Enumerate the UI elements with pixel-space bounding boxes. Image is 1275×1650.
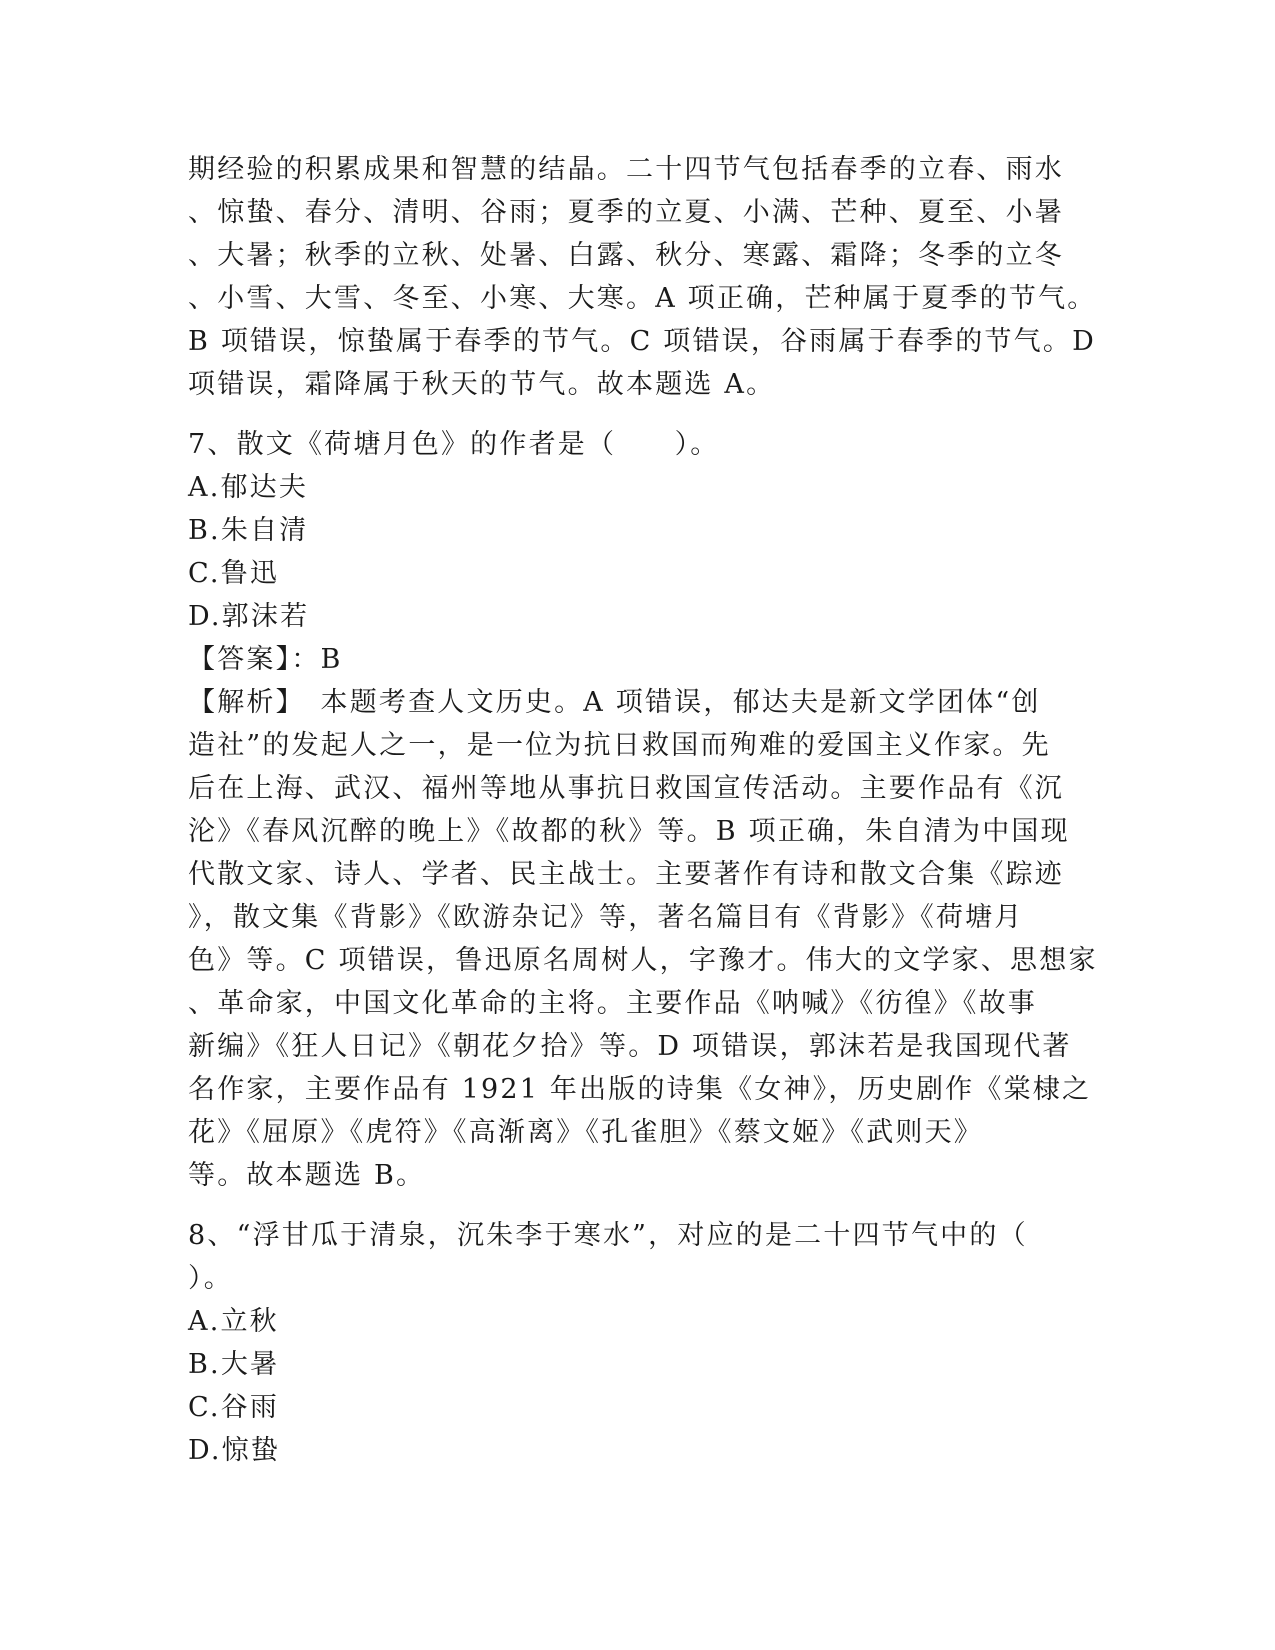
analysis-line: 色》等。C 项错误，鲁迅原名周树人，字豫才。伟大的文学家、思想家 [188, 945, 1098, 976]
question-8 [188, 1214, 1088, 1472]
analysis-block [188, 681, 1098, 1197]
text-line: B 项错误，惊蛰属于春季的节气。C 项错误，谷雨属于春季的节气。D [188, 326, 1096, 357]
analysis-line: 名作家，主要作品有 1921 年出版的诗集《女神》，历史剧作《棠棣之 [188, 1074, 1092, 1105]
text-line: 项错误，霜降属于秋天的节气。故本题选 A。 [188, 369, 776, 400]
text-line: 、大暑；秋季的立秋、处暑、白露、秋分、寒露、霜降；冬季的立冬 [188, 240, 1064, 271]
text-line: 期经验的积累成果和智慧的结晶。二十四节气包括春季的立春、雨水 [188, 154, 1064, 185]
question-title-cont: ）。 [188, 1263, 233, 1294]
text-line: 、惊蛰、春分、清明、谷雨；夏季的立夏、小满、芒种、夏至、小暑 [188, 197, 1064, 228]
text-line: 、小雪、大雪、冬至、小寒、大寒。A 项正确，芒种属于夏季的节气。 [188, 283, 1097, 314]
analysis-line: 代散文家、诗人、学者、民主战士。主要著作有诗和散文合集《踪迹 [188, 859, 1064, 890]
option-c: C.鲁迅 [188, 558, 280, 589]
analysis-line: 造社”的发起人之一，是一位为抗日救国而殉难的爱国主义作家。先 [188, 730, 1051, 761]
analysis-line: 【解析】 本题考查人文历史。A 项错误，郁达夫是新文学团体“创 [188, 687, 1041, 718]
analysis-line: 等。故本题选 B。 [188, 1160, 426, 1191]
previous-analysis-continuation [188, 148, 1097, 406]
option-a: A.郁达夫 [188, 472, 309, 503]
question-7 [188, 423, 1098, 1197]
question-title: 7、散文《荷塘月色》的作者是（ ）。 [188, 429, 720, 460]
analysis-line: 花》《屈原》《虎符》《高渐离》《孔雀胆》《蔡文姬》《武则天》 [188, 1117, 983, 1148]
option-d: D.郭沫若 [188, 601, 310, 632]
option-d: D.惊蛰 [188, 1435, 281, 1466]
analysis-line: 、革命家，中国文化革命的主将。主要作品《呐喊》《彷徨》《故事 [188, 988, 1037, 1019]
analysis-line: 》，散文集《背影》《欧游杂记》等，著名篇目有《背影》《荷塘月 [188, 902, 1024, 933]
option-b: B.朱自清 [188, 515, 309, 546]
answer-line: 【答案】：B [188, 644, 343, 675]
option-a: A.立秋 [188, 1306, 279, 1337]
document-page [188, 148, 1098, 1472]
analysis-line: 沦》《春风沉醉的晚上》《故都的秋》等。B 项正确，朱自清为中国现 [188, 816, 1070, 847]
option-c: C.谷雨 [188, 1392, 280, 1423]
analysis-line: 新编》《狂人日记》《朝花夕拾》等。D 项错误，郭沫若是我国现代著 [188, 1031, 1072, 1062]
analysis-line: 后在上海、武汉、福州等地从事抗日救国宣传活动。主要作品有《沉 [188, 773, 1064, 804]
question-title: 8、“浮甘瓜于清泉，沉朱李于寒水”，对应的是二十四节气中的（ [188, 1220, 1028, 1251]
option-b: B.大暑 [188, 1349, 280, 1380]
